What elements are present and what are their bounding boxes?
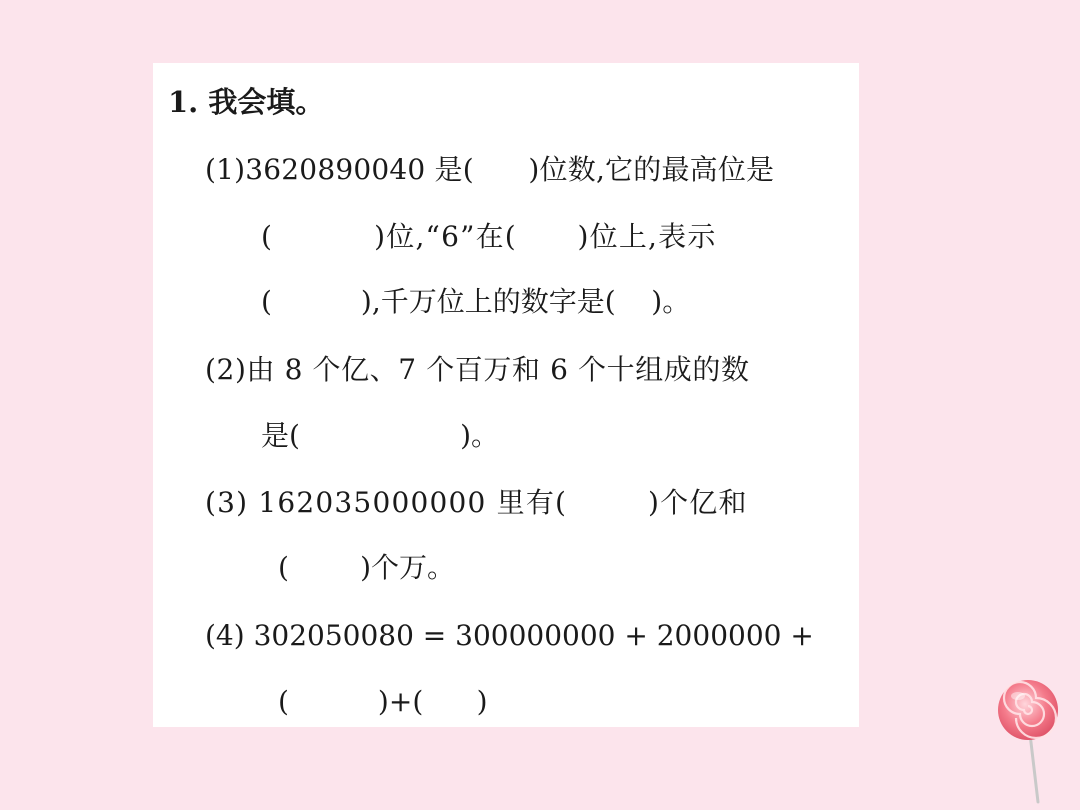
question-line-8: (4) 302050080 = 300000000 + 2000000 + bbox=[205, 619, 814, 652]
question-card bbox=[153, 63, 859, 727]
question-line-1: (1)3620890040 是( )位数,它的最高位是 bbox=[205, 153, 775, 186]
question-line-9: ( )+( ) bbox=[278, 685, 488, 718]
question-line-2: ( )位,“6”在( )位上,表示 bbox=[261, 220, 717, 253]
question-line-5: 是( )。 bbox=[261, 419, 500, 452]
lollipop-icon bbox=[990, 676, 1070, 806]
question-line-4: (2)由 8 个亿、7 个百万和 6 个十组成的数 bbox=[205, 353, 750, 386]
question-line-3: ( ),千万位上的数字是( )。 bbox=[261, 285, 691, 318]
question-title: 1. 我会填。 bbox=[168, 85, 325, 119]
question-line-7: ( )个万。 bbox=[278, 551, 456, 584]
question-line-6: (3) 162035000000 里有( )个亿和 bbox=[205, 486, 748, 519]
